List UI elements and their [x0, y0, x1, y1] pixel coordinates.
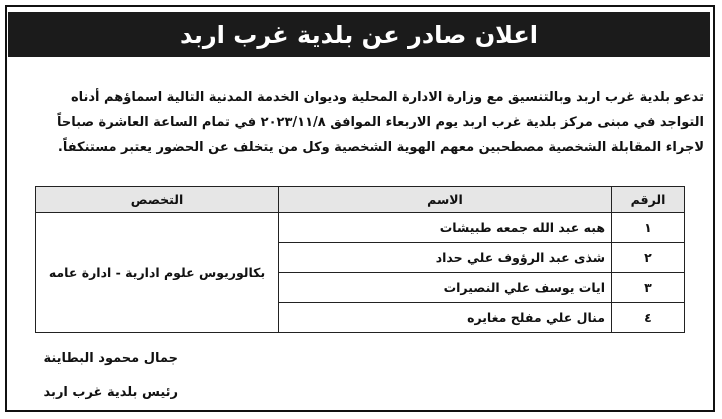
- row-number: ٣: [612, 273, 685, 303]
- body-line: التواجد في مبنى مركز بلدية غرب اربد يوم الاربعاء الموافق ٢٠٢٣/١١/٨ في تمام الساعة العاشرة صباحاً: [57, 115, 704, 130]
- header-specialization: التخصص: [36, 187, 279, 213]
- signatory-position: رئيس بلدية غرب اربد: [43, 385, 178, 400]
- signatory-name: جمال محمود البطاينة: [43, 351, 178, 366]
- announcement-title: اعلان صادر عن بلدية غرب اربد: [8, 12, 710, 57]
- table-row: [36, 213, 685, 243]
- row-specialization: بكالوريوس علوم ادارية - ادارة عامه: [36, 213, 279, 333]
- row-number: ٤: [612, 303, 685, 333]
- row-name: ايات يوسف علي النصيرات: [279, 273, 612, 303]
- header-name: الاسم: [279, 187, 612, 213]
- table-header-row: [36, 187, 685, 213]
- row-name: شذى عبد الرؤوف علي حداد: [279, 243, 612, 273]
- row-name: هبه عبد الله جمعه طبيشات: [279, 213, 612, 243]
- candidates-table: [35, 186, 685, 333]
- row-name: منال علي مفلح مغايره: [279, 303, 612, 333]
- announcement-body: [12, 85, 704, 160]
- row-number: ٢: [612, 243, 685, 273]
- body-line: لاجراء المقابلة الشخصية مصطحبين معهم الهوية الشخصية وكل من يتخلف عن الحضور يعتبر مستنكفاً.: [57, 140, 704, 155]
- body-line: تدعو بلدية غرب اربد وبالتنسيق مع وزارة الادارة المحلية وديوان الخدمة المدنية التالية اسماؤهم أدناه: [70, 90, 704, 105]
- header-number: الرقم: [612, 187, 685, 213]
- row-number: ١: [612, 213, 685, 243]
